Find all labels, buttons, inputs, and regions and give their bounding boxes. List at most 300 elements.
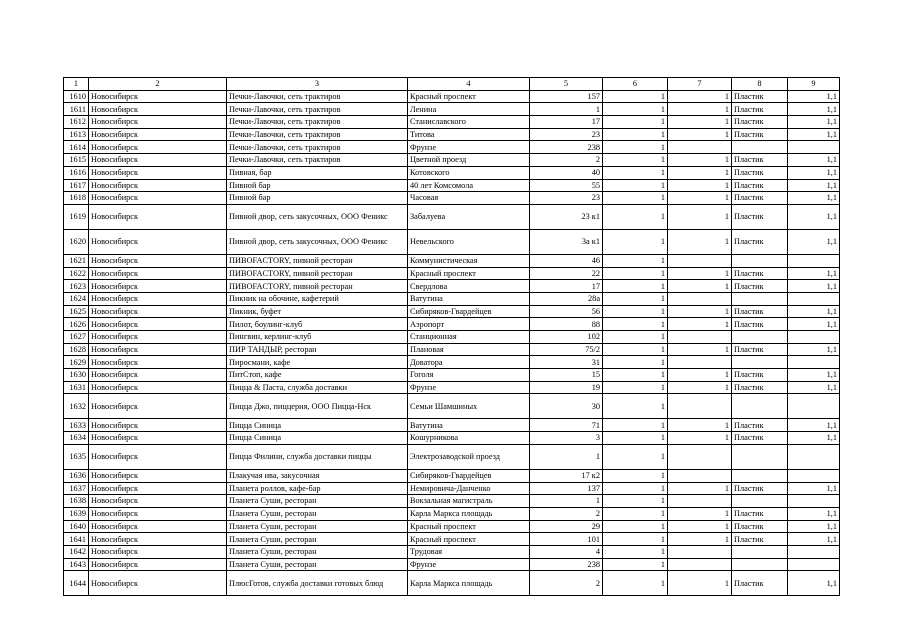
count2-cell: [668, 469, 732, 482]
material-cell: [732, 495, 788, 508]
material-cell: Пластик: [732, 204, 788, 229]
street-cell: Электрозаводской проезд: [408, 444, 530, 469]
row-number-cell: 1610: [64, 90, 89, 103]
street-cell: Карла Маркса площадь: [408, 571, 530, 596]
count-cell: 1: [603, 507, 668, 520]
establishment-cell: ПИВОFACTORY, пивной ресторан: [227, 280, 408, 293]
header-cell: 3: [227, 78, 408, 91]
street-cell: Трудовая: [408, 545, 530, 558]
table-row: [64, 444, 840, 469]
city-cell: Новосибирск: [89, 507, 227, 520]
establishment-cell: Планета роллов, кафе-бар: [227, 482, 408, 495]
city-cell: Новосибирск: [89, 558, 227, 571]
size-cell: 1,1: [788, 267, 840, 280]
count2-cell: 1: [668, 116, 732, 129]
row-number-cell: 1615: [64, 154, 89, 167]
establishment-cell: Пивная, бар: [227, 166, 408, 179]
size-cell: 1,1: [788, 343, 840, 356]
table-row: [64, 507, 840, 520]
street-cell: Аэропорт: [408, 318, 530, 331]
row-number-cell: 1637: [64, 482, 89, 495]
table-row: [64, 356, 840, 369]
size-cell: 1,1: [788, 116, 840, 129]
establishment-cell: Пилот, боулинг-клуб: [227, 318, 408, 331]
table-row: [64, 369, 840, 382]
count2-cell: [668, 444, 732, 469]
table-row: [64, 229, 840, 254]
house-cell: 1: [530, 444, 603, 469]
establishment-cell: Пицца & Паста, служба доставки: [227, 381, 408, 394]
count2-cell: 1: [668, 432, 732, 445]
count2-cell: 1: [668, 419, 732, 432]
row-number-cell: 1611: [64, 103, 89, 116]
material-cell: Пластик: [732, 381, 788, 394]
row-number-cell: 1641: [64, 533, 89, 546]
size-cell: 1,1: [788, 571, 840, 596]
establishment-cell: ПлюсГотов, служба доставки готовых блюд: [227, 571, 408, 596]
row-number-cell: 1623: [64, 280, 89, 293]
size-cell: [788, 469, 840, 482]
street-cell: Станиславского: [408, 116, 530, 129]
establishment-cell: Печки-Лавочки, сеть трактиров: [227, 154, 408, 167]
count2-cell: [668, 331, 732, 344]
count-cell: 1: [603, 128, 668, 141]
house-cell: 29: [530, 520, 603, 533]
row-number-cell: 1629: [64, 356, 89, 369]
count-cell: 1: [603, 419, 668, 432]
count2-cell: 1: [668, 192, 732, 205]
count-cell: 1: [603, 154, 668, 167]
count2-cell: 1: [668, 381, 732, 394]
count-cell: 1: [603, 469, 668, 482]
size-cell: 1,1: [788, 520, 840, 533]
count-cell: 1: [603, 318, 668, 331]
house-cell: 30: [530, 394, 603, 419]
material-cell: Пластик: [732, 116, 788, 129]
header-row: [64, 78, 840, 91]
house-cell: 28а: [530, 292, 603, 305]
table-row: [64, 204, 840, 229]
size-cell: 1,1: [788, 318, 840, 331]
count-cell: 1: [603, 267, 668, 280]
material-cell: Пластик: [732, 128, 788, 141]
size-cell: 1,1: [788, 280, 840, 293]
table-row: [64, 267, 840, 280]
material-cell: [732, 545, 788, 558]
header-cell: 7: [668, 78, 732, 91]
size-cell: [788, 254, 840, 267]
data-table: [63, 77, 840, 596]
material-cell: Пластик: [732, 419, 788, 432]
material-cell: Пластик: [732, 432, 788, 445]
house-cell: 102: [530, 331, 603, 344]
count-cell: 1: [603, 356, 668, 369]
house-cell: 31: [530, 356, 603, 369]
street-cell: Красный проспект: [408, 267, 530, 280]
house-cell: 17: [530, 116, 603, 129]
city-cell: Новосибирск: [89, 369, 227, 382]
row-number-cell: 1632: [64, 394, 89, 419]
city-cell: Новосибирск: [89, 545, 227, 558]
row-number-cell: 1628: [64, 343, 89, 356]
size-cell: 1,1: [788, 204, 840, 229]
material-cell: Пластик: [732, 533, 788, 546]
street-cell: Станционная: [408, 331, 530, 344]
street-cell: Ленина: [408, 103, 530, 116]
table-row: [64, 394, 840, 419]
street-cell: Красный проспект: [408, 533, 530, 546]
count-cell: 1: [603, 229, 668, 254]
header-cell: 6: [603, 78, 668, 91]
establishment-cell: Пикник, буфет: [227, 305, 408, 318]
material-cell: Пластик: [732, 369, 788, 382]
row-number-cell: 1636: [64, 469, 89, 482]
street-cell: Кошурникова: [408, 432, 530, 445]
table-row: [64, 141, 840, 154]
material-cell: [732, 292, 788, 305]
house-cell: 157: [530, 90, 603, 103]
house-cell: 23: [530, 128, 603, 141]
count2-cell: 1: [668, 128, 732, 141]
street-cell: Сибиряков-Гвардейцев: [408, 305, 530, 318]
city-cell: Новосибирск: [89, 267, 227, 280]
city-cell: Новосибирск: [89, 254, 227, 267]
house-cell: 88: [530, 318, 603, 331]
city-cell: Новосибирск: [89, 394, 227, 419]
row-number-cell: 1630: [64, 369, 89, 382]
street-cell: Семьи Шамшиных: [408, 394, 530, 419]
material-cell: Пластик: [732, 507, 788, 520]
size-cell: 1,1: [788, 90, 840, 103]
establishment-cell: Планета Суши, ресторан: [227, 545, 408, 558]
count2-cell: 1: [668, 520, 732, 533]
row-number-cell: 1614: [64, 141, 89, 154]
establishment-cell: Планета Суши, ресторан: [227, 558, 408, 571]
establishment-cell: ПИВОFACTORY, пивной ресторан: [227, 254, 408, 267]
material-cell: Пластик: [732, 305, 788, 318]
house-cell: 22: [530, 267, 603, 280]
count2-cell: [668, 545, 732, 558]
count2-cell: [668, 394, 732, 419]
house-cell: 2: [530, 154, 603, 167]
city-cell: Новосибирск: [89, 419, 227, 432]
material-cell: Пластик: [732, 179, 788, 192]
table-row: [64, 331, 840, 344]
city-cell: Новосибирск: [89, 192, 227, 205]
city-cell: Новосибирск: [89, 292, 227, 305]
table-row: [64, 432, 840, 445]
material-cell: Пластик: [732, 229, 788, 254]
header-cell: 2: [89, 78, 227, 91]
table-row: [64, 343, 840, 356]
city-cell: Новосибирск: [89, 280, 227, 293]
count2-cell: 1: [668, 90, 732, 103]
establishment-cell: Планета Суши, ресторан: [227, 495, 408, 508]
house-cell: 55: [530, 179, 603, 192]
house-cell: 2: [530, 571, 603, 596]
size-cell: 1,1: [788, 179, 840, 192]
house-cell: 19: [530, 381, 603, 394]
city-cell: Новосибирск: [89, 179, 227, 192]
city-cell: Новосибирск: [89, 141, 227, 154]
count-cell: 1: [603, 533, 668, 546]
house-cell: 3: [530, 432, 603, 445]
count2-cell: [668, 141, 732, 154]
size-cell: 1,1: [788, 305, 840, 318]
city-cell: Новосибирск: [89, 154, 227, 167]
size-cell: 1,1: [788, 166, 840, 179]
size-cell: [788, 394, 840, 419]
establishment-cell: Планета Суши, ресторан: [227, 520, 408, 533]
street-cell: Фрунзе: [408, 141, 530, 154]
establishment-cell: Печки-Лавочки, сеть трактиров: [227, 128, 408, 141]
material-cell: Пластик: [732, 267, 788, 280]
size-cell: [788, 141, 840, 154]
row-number-cell: 1618: [64, 192, 89, 205]
size-cell: [788, 495, 840, 508]
establishment-cell: Пивной бар: [227, 179, 408, 192]
table-row: [64, 495, 840, 508]
count2-cell: 1: [668, 507, 732, 520]
size-cell: [788, 356, 840, 369]
street-cell: Доватора: [408, 356, 530, 369]
count-cell: 1: [603, 179, 668, 192]
city-cell: Новосибирск: [89, 90, 227, 103]
table-row: [64, 103, 840, 116]
count2-cell: 1: [668, 305, 732, 318]
table-row: [64, 533, 840, 546]
count2-cell: 1: [668, 267, 732, 280]
establishment-cell: Пицца Филини, служба доставки пиццы: [227, 444, 408, 469]
row-number-cell: 1617: [64, 179, 89, 192]
street-cell: Ватутина: [408, 419, 530, 432]
establishment-cell: Планета Суши, ресторан: [227, 507, 408, 520]
establishment-cell: Пицца Синица: [227, 419, 408, 432]
street-cell: 40 лет Комсомола: [408, 179, 530, 192]
size-cell: 1,1: [788, 229, 840, 254]
house-cell: 137: [530, 482, 603, 495]
material-cell: Пластик: [732, 571, 788, 596]
table-row: [64, 128, 840, 141]
count-cell: 1: [603, 204, 668, 229]
city-cell: Новосибирск: [89, 229, 227, 254]
count2-cell: 1: [668, 179, 732, 192]
row-number-cell: 1631: [64, 381, 89, 394]
size-cell: [788, 545, 840, 558]
material-cell: Пластик: [732, 166, 788, 179]
row-number-cell: 1634: [64, 432, 89, 445]
size-cell: [788, 292, 840, 305]
header-cell: 9: [788, 78, 840, 91]
establishment-cell: Пивной двор, сеть закусочных, ООО Феникс: [227, 204, 408, 229]
count2-cell: 1: [668, 571, 732, 596]
street-cell: Свердлова: [408, 280, 530, 293]
row-number-cell: 1621: [64, 254, 89, 267]
house-cell: 23 к1: [530, 204, 603, 229]
size-cell: 1,1: [788, 192, 840, 205]
house-cell: 40: [530, 166, 603, 179]
city-cell: Новосибирск: [89, 128, 227, 141]
count-cell: 1: [603, 343, 668, 356]
establishment-cell: Пиросмани, кафе: [227, 356, 408, 369]
count-cell: 1: [603, 558, 668, 571]
street-cell: Цветной проезд: [408, 154, 530, 167]
house-cell: 101: [530, 533, 603, 546]
material-cell: [732, 141, 788, 154]
street-cell: Невельского: [408, 229, 530, 254]
row-number-cell: 1642: [64, 545, 89, 558]
material-cell: [732, 469, 788, 482]
count-cell: 1: [603, 432, 668, 445]
establishment-cell: Пицца Синица: [227, 432, 408, 445]
city-cell: Новосибирск: [89, 571, 227, 596]
count2-cell: 1: [668, 229, 732, 254]
city-cell: Новосибирск: [89, 331, 227, 344]
table-row: [64, 571, 840, 596]
row-number-cell: 1624: [64, 292, 89, 305]
material-cell: Пластик: [732, 343, 788, 356]
house-cell: 46: [530, 254, 603, 267]
count-cell: 1: [603, 520, 668, 533]
count2-cell: 1: [668, 533, 732, 546]
street-cell: Титова: [408, 128, 530, 141]
size-cell: 1,1: [788, 533, 840, 546]
count2-cell: 1: [668, 166, 732, 179]
material-cell: [732, 394, 788, 419]
size-cell: [788, 444, 840, 469]
table-row: [64, 419, 840, 432]
city-cell: Новосибирск: [89, 533, 227, 546]
city-cell: Новосибирск: [89, 116, 227, 129]
count-cell: 1: [603, 192, 668, 205]
house-cell: 56: [530, 305, 603, 318]
street-cell: Фрунзе: [408, 381, 530, 394]
street-cell: Гоголя: [408, 369, 530, 382]
material-cell: [732, 331, 788, 344]
row-number-cell: 1619: [64, 204, 89, 229]
establishment-cell: Пивной бар: [227, 192, 408, 205]
material-cell: Пластик: [732, 482, 788, 495]
city-cell: Новосибирск: [89, 482, 227, 495]
street-cell: Забалуева: [408, 204, 530, 229]
city-cell: Новосибирск: [89, 305, 227, 318]
table-row: [64, 90, 840, 103]
count2-cell: 1: [668, 482, 732, 495]
row-number-cell: 1622: [64, 267, 89, 280]
count2-cell: 1: [668, 154, 732, 167]
count2-cell: [668, 558, 732, 571]
house-cell: 2: [530, 507, 603, 520]
count-cell: 1: [603, 292, 668, 305]
establishment-cell: Печки-Лавочки, сеть трактиров: [227, 116, 408, 129]
table-row: [64, 166, 840, 179]
street-cell: Сибиряков-Гвардейцев: [408, 469, 530, 482]
count2-cell: [668, 254, 732, 267]
count2-cell: 1: [668, 204, 732, 229]
city-cell: Новосибирск: [89, 103, 227, 116]
city-cell: Новосибирск: [89, 166, 227, 179]
count-cell: 1: [603, 571, 668, 596]
count-cell: 1: [603, 444, 668, 469]
city-cell: Новосибирск: [89, 520, 227, 533]
establishment-cell: Плакучая ива, закусочная: [227, 469, 408, 482]
house-cell: 1: [530, 103, 603, 116]
count2-cell: [668, 292, 732, 305]
street-cell: Немировича-Данченко: [408, 482, 530, 495]
row-number-cell: 1644: [64, 571, 89, 596]
city-cell: Новосибирск: [89, 356, 227, 369]
street-cell: Вокзальная магистраль: [408, 495, 530, 508]
count2-cell: [668, 495, 732, 508]
header-cell: 4: [408, 78, 530, 91]
establishment-cell: Пингвин, керлинг-клуб: [227, 331, 408, 344]
material-cell: Пластик: [732, 520, 788, 533]
size-cell: [788, 331, 840, 344]
table-row: [64, 482, 840, 495]
row-number-cell: 1616: [64, 166, 89, 179]
house-cell: 75/2: [530, 343, 603, 356]
material-cell: [732, 444, 788, 469]
table-row: [64, 154, 840, 167]
table-body: [64, 78, 840, 596]
street-cell: Красный проспект: [408, 520, 530, 533]
city-cell: Новосибирск: [89, 204, 227, 229]
establishment-cell: ПИР ТАНДЫР, ресторан: [227, 343, 408, 356]
material-cell: [732, 356, 788, 369]
table-row: [64, 254, 840, 267]
table-row: [64, 520, 840, 533]
header-cell: 1: [64, 78, 89, 91]
house-cell: 17: [530, 280, 603, 293]
street-cell: Плановая: [408, 343, 530, 356]
establishment-cell: Пикник на обочине, кафетерий: [227, 292, 408, 305]
count-cell: 1: [603, 545, 668, 558]
size-cell: 1,1: [788, 381, 840, 394]
row-number-cell: 1612: [64, 116, 89, 129]
establishment-cell: Пицца Джо, пиццерия, ООО Пицца-Нск: [227, 394, 408, 419]
table-row: [64, 558, 840, 571]
material-cell: [732, 254, 788, 267]
header-cell: 8: [732, 78, 788, 91]
material-cell: Пластик: [732, 90, 788, 103]
table-row: [64, 469, 840, 482]
material-cell: Пластик: [732, 192, 788, 205]
table-row: [64, 116, 840, 129]
size-cell: 1,1: [788, 419, 840, 432]
house-cell: 15: [530, 369, 603, 382]
count-cell: 1: [603, 103, 668, 116]
street-cell: Часовая: [408, 192, 530, 205]
material-cell: Пластик: [732, 318, 788, 331]
size-cell: 1,1: [788, 369, 840, 382]
size-cell: 1,1: [788, 128, 840, 141]
city-cell: Новосибирск: [89, 343, 227, 356]
header-cell: 5: [530, 78, 603, 91]
count2-cell: 1: [668, 103, 732, 116]
count-cell: 1: [603, 166, 668, 179]
city-cell: Новосибирск: [89, 318, 227, 331]
count-cell: 1: [603, 305, 668, 318]
house-cell: 1: [530, 495, 603, 508]
establishment-cell: ПИВОFACTORY, пивной ресторан: [227, 267, 408, 280]
table-row: [64, 292, 840, 305]
count2-cell: 1: [668, 369, 732, 382]
count-cell: 1: [603, 141, 668, 154]
house-cell: 238: [530, 141, 603, 154]
street-cell: Ватутина: [408, 292, 530, 305]
establishment-cell: Печки-Лавочки, сеть трактиров: [227, 90, 408, 103]
street-cell: Фрунзе: [408, 558, 530, 571]
